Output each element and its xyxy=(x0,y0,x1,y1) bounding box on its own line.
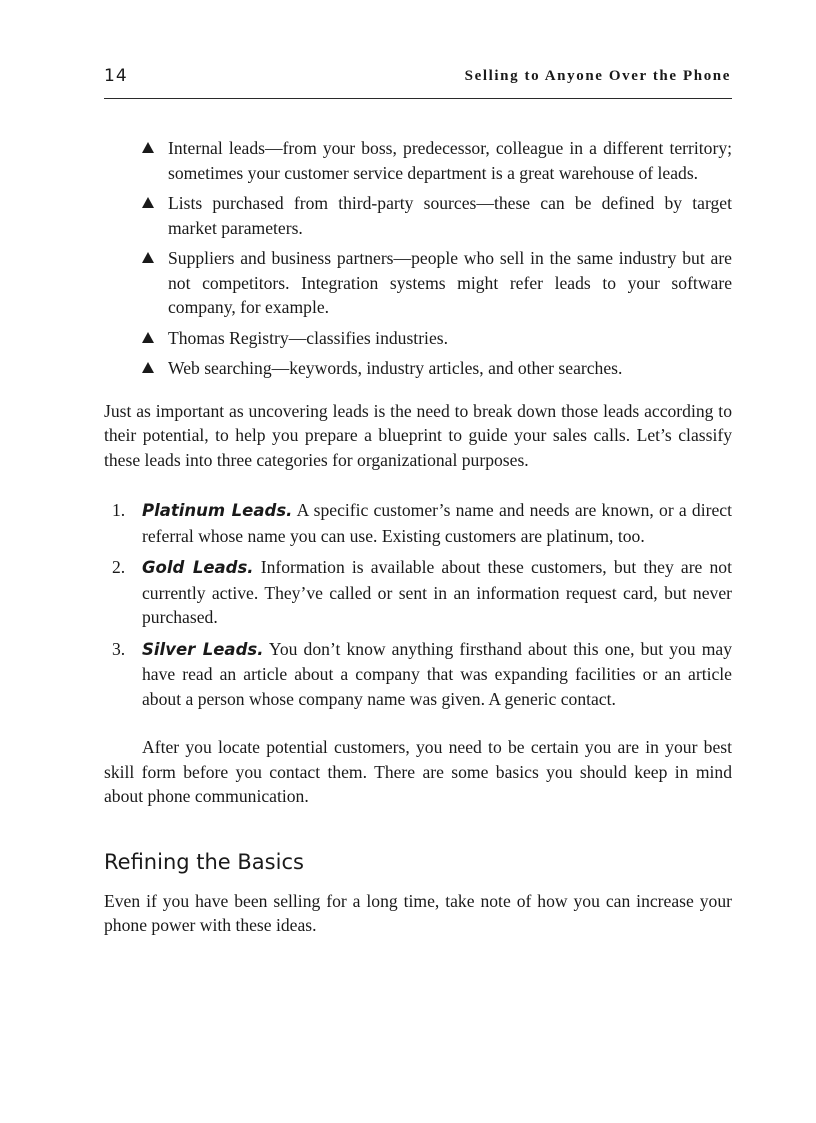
list-item-text: Suppliers and business partners—people who sell in the same industry but are not competitors. Integration systems might refer leads to your software company, for example. xyxy=(168,248,732,317)
page-header xyxy=(104,66,732,99)
running-title: Selling to Anyone Over the Phone xyxy=(464,68,731,84)
triangle-bullet-icon xyxy=(142,197,154,208)
item-number: 2. xyxy=(112,557,126,577)
page-number: 14 xyxy=(104,66,128,86)
list-item xyxy=(142,326,732,351)
item-number: 3. xyxy=(112,638,126,659)
triangle-bullet-icon xyxy=(142,142,154,153)
lead-levels-list xyxy=(104,498,732,711)
lead-level-text: A specific customer’s name and needs are known, or a direct referral whose name you can use. Existing customers are platinum, too. xyxy=(142,500,732,546)
triangle-bullet-icon xyxy=(142,332,154,343)
list-item-text: Lists purchased from third-party sources—these can be defined by target market parameters. xyxy=(168,193,732,238)
lead-level-name: Platinum Leads. xyxy=(142,501,293,520)
body-paragraph: Even if you have been selling for a long time, take note of how you can increase your phone power with these ideas. xyxy=(104,890,732,935)
triangle-bullet-icon xyxy=(142,362,154,373)
list-item xyxy=(112,555,732,630)
triangle-bullet-icon xyxy=(142,252,154,263)
list-item-text: Web searching—keywords, industry articles, and other searches. xyxy=(168,358,623,378)
list-item-text: Thomas Registry—classifies industries. xyxy=(168,327,448,348)
lead-level-name: Silver Leads. xyxy=(142,639,264,659)
list-item xyxy=(112,637,732,712)
list-item xyxy=(112,498,732,548)
list-item xyxy=(142,356,732,381)
body-paragraph: After you locate potential customers, you need to be certain you are in your best skill form before you contact them. There are some basics you should keep in mind about phone communication. xyxy=(104,737,732,806)
lead-level-text: You don’t know anything firsthand about this one, but you may have read an article about a company that was expanding facilities or an article about a person whose company name was given. A generic contact. xyxy=(142,638,732,709)
page-body xyxy=(104,136,732,938)
body-paragraph: Just as important as uncovering leads is the need to break down those leads according to their potential, to help you prepare a blueprint to guide your sales calls. Let’s classify these leads into three categories for organizational purposes. xyxy=(104,400,732,470)
list-item xyxy=(142,246,732,320)
list-item xyxy=(142,191,732,240)
lead-level-name: Gold Leads. xyxy=(142,558,254,577)
list-item-text: Internal leads—from your boss, predecessor, colleague in a different territory; sometimes your customer service department is a great warehouse of leads. xyxy=(168,138,732,183)
lead-level-text: Information is available about these customers, but they are not currently active. They’ve called or sent in an information request card, but never purchased. xyxy=(142,557,732,627)
lead-sources-list xyxy=(104,136,732,381)
list-item xyxy=(142,136,732,185)
item-number: 1. xyxy=(112,500,126,520)
section-heading: Refining the Basics xyxy=(104,849,304,874)
